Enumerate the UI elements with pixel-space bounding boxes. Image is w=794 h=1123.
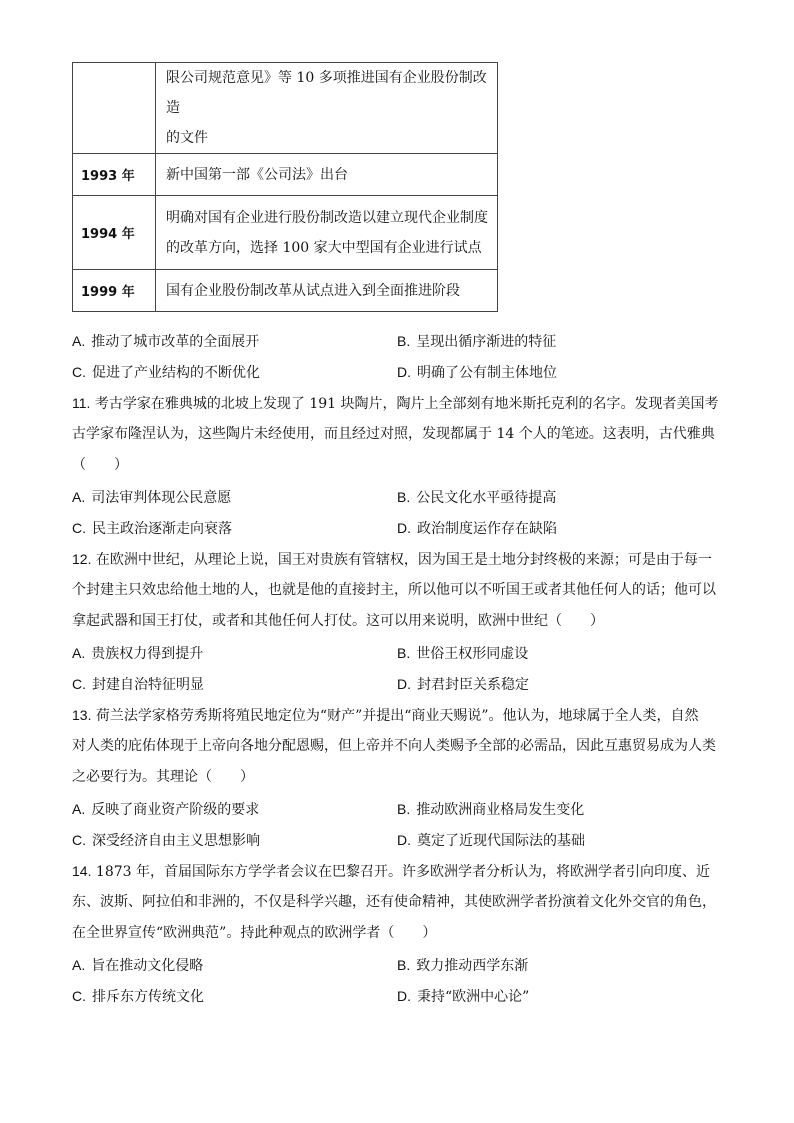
q14-option-d[interactable]: D. 秉持“欧洲中心论” (397, 988, 530, 1005)
option-text: 奠定了近现代国际法的基础 (417, 833, 585, 849)
table-desc-line: 明确对国有企业进行股份制改造以建立现代企业制度 (166, 209, 488, 226)
table-year-cell: 1993 年 (73, 154, 156, 196)
reform-timeline-table (72, 62, 498, 312)
q13-option-d[interactable]: D. 奠定了近现代国际法的基础 (397, 832, 585, 849)
q13-option-a[interactable]: A. 反映了商业资产阶级的要求 (72, 801, 260, 818)
table-year-cell: 1999 年 (73, 270, 156, 312)
question-number: 12. (72, 551, 92, 567)
q13-stem-line: 13. 荷兰法学家格劳秀斯将殖民地定位为“财产”并提出“商业天赐说”。他认为，地球属于全人类，自然 (72, 707, 699, 724)
option-text: 秉持“欧洲中心论” (417, 989, 530, 1005)
table-desc-line: 的文件 (166, 130, 208, 146)
option-text: 贵族权力得到提升 (91, 646, 204, 662)
option-text: 旨在推动文化侵略 (91, 958, 204, 974)
q11-option-a[interactable]: A. 司法审判体现公民意愿 (72, 489, 232, 506)
q10-option-c[interactable]: C. 促进了产业结构的不断优化 (72, 364, 260, 381)
option-text: 呈现出循序渐进的特征 (416, 334, 557, 350)
option-text: 封君封臣关系稳定 (417, 677, 529, 693)
table-desc-line: 国有企业股份制改革从试点进入到全面推进阶段 (166, 282, 460, 299)
q14-option-c[interactable]: C. 排斥东方传统文化 (72, 988, 204, 1005)
table-row (73, 196, 498, 270)
q10-option-b[interactable]: B. 呈现出循序渐进的特征 (397, 333, 557, 350)
q12-option-b[interactable]: B. 世俗王权形同虚设 (397, 645, 529, 662)
option-text: 致力推动西学东渐 (416, 958, 529, 974)
option-text: 反映了商业资产阶级的要求 (91, 802, 260, 818)
option-text: 世俗王权形同虚设 (416, 646, 529, 662)
table-year-cell (73, 63, 156, 154)
q11-option-c[interactable]: C. 民主政治逐渐走向衰落 (72, 520, 232, 537)
q12-stem-line: 12. 在欧洲中世纪，从理论上说，国王对贵族有管辖权，因为国王是土地分封终极的来源；可是由于每一 (72, 551, 712, 568)
q12-stem-line: 个封建主只效忠给他土地的人，也就是他的直接封主，所以他可以不听国王或者其他任何人的话；他可以 (72, 582, 716, 598)
option-text: 推动欧洲商业格局发生变化 (416, 802, 585, 818)
q11-option-d[interactable]: D. 政治制度运作存在缺陷 (397, 520, 557, 537)
table-row (73, 154, 498, 196)
q12-option-d[interactable]: D. 封君封臣关系稳定 (397, 676, 529, 693)
q10-option-d[interactable]: D. 明确了公有制主体地位 (397, 364, 557, 381)
table-desc-cell (156, 63, 498, 154)
q12-stem-line: 拿起武器和国王打仗，或者和其他任何人打仗。这可以用来说明，欧洲中世纪（ ） (72, 613, 604, 629)
table-row (73, 63, 498, 154)
option-text: 公民文化水平亟待提高 (416, 490, 557, 506)
table-year-cell: 1994 年 (73, 196, 156, 270)
q11-stem-line: 古学家布隆涅认为，这些陶片未经使用，而且经过对照，发现都属于 14 个人的笔迹。这表明，古代雅典 (72, 426, 715, 442)
question-number: 14. (72, 863, 92, 879)
question-number: 11. (72, 395, 91, 411)
q11-stem-line: 11. 考古学家在雅典城的北坡上发现了 191 块陶片，陶片上全部刻有地米斯托克利的名字。发现者美国考 (72, 395, 719, 412)
option-text: 深受经济自由主义思想影响 (92, 833, 260, 849)
q14-stem-line: 在全世界宣传“欧洲典范”。持此种观点的欧洲学者（ ） (72, 925, 437, 941)
q12-option-c[interactable]: C. 封建自治特征明显 (72, 676, 204, 693)
table-desc-cell (156, 154, 498, 196)
q12-option-a[interactable]: A. 贵族权力得到提升 (72, 645, 204, 662)
question-number: 13. (72, 707, 92, 723)
q11-option-b[interactable]: B. 公民文化水平亟待提高 (397, 489, 557, 506)
table-desc-line: 的改革方向，选择 100 家大中型国有企业进行试点 (166, 239, 482, 256)
q14-stem-line: 14. 1873 年，首届国际东方学学者会议在巴黎召开。许多欧洲学者分析认为，将欧洲学者引向印度、近 (72, 863, 710, 880)
q13-stem-line: 之必要行为。其理论（ ） (72, 769, 254, 785)
q10-option-a[interactable]: A. 推动了城市改革的全面展开 (72, 333, 260, 350)
option-text: 促进了产业结构的不断优化 (92, 365, 260, 381)
option-text: 排斥东方传统文化 (92, 989, 204, 1005)
option-text: 司法审判体现公民意愿 (91, 490, 232, 506)
option-text: 明确了公有制主体地位 (417, 365, 557, 381)
q13-option-c[interactable]: C. 深受经济自由主义思想影响 (72, 832, 260, 849)
q11-stem-line: （ ） (72, 457, 128, 473)
q14-option-a[interactable]: A. 旨在推动文化侵略 (72, 957, 204, 974)
option-text: 推动了城市改革的全面展开 (91, 334, 260, 350)
q13-option-b[interactable]: B. 推动欧洲商业格局发生变化 (397, 801, 585, 818)
option-text: 封建自治特征明显 (92, 677, 204, 693)
q13-stem-line: 对人类的庇佑体现于上帝向各地分配恩赐，但上帝并不向人类赐予全部的必需品，因此互惠贸易成为人类 (72, 738, 716, 754)
table-desc-cell (156, 270, 498, 312)
q14-stem-line: 东、波斯、阿拉伯和非洲的，不仅是科学兴趣，还有使命精神，其使欧洲学者扮演着文化外交官的角色， (72, 894, 716, 910)
table-desc-cell (156, 196, 498, 270)
table-desc-line: 限公司规范意见》等 10 多项推进国有企业股份制改造 (166, 70, 487, 116)
q14-option-b[interactable]: B. 致力推动西学东渐 (397, 957, 529, 974)
option-text: 民主政治逐渐走向衰落 (92, 521, 232, 537)
table-row (73, 270, 498, 312)
table-desc-line: 新中国第一部《公司法》出台 (166, 166, 348, 183)
option-text: 政治制度运作存在缺陷 (417, 521, 557, 537)
